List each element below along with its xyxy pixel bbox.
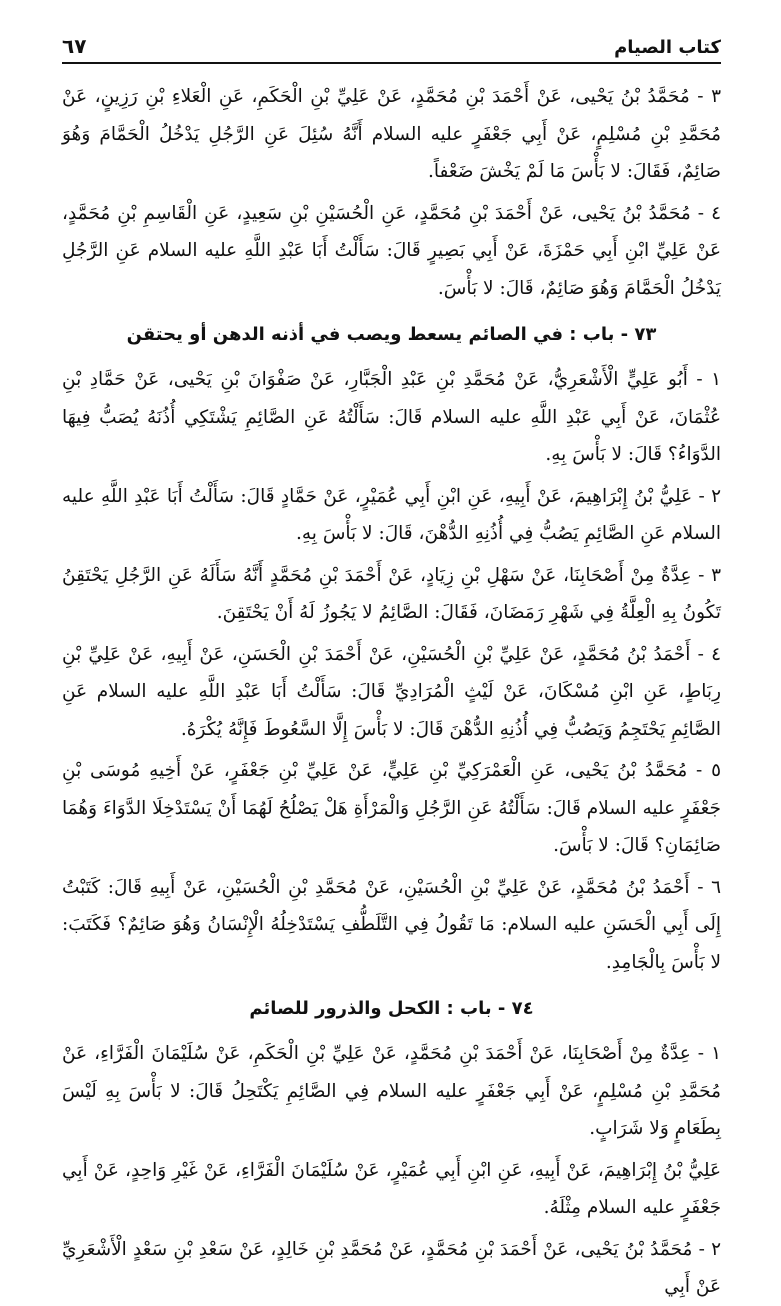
hadith-paragraph: ٤ - أَحْمَدُ بْنُ مُحَمَّدٍ، عَنْ عَلِيِّ بْنِ الْحُسَيْنِ، عَنْ أَحْمَدَ بْنِ الْحَسَنِ، عَنْ أَبِيهِ، عَنْ عَلِيِّ بْنِ رِبَاطٍ، عَنِ ابْنِ مُسْكَانَ، عَنْ لَيْثٍ الْمُرَادِيِّ قَالَ: سَأَلْتُ أَبَا عَبْدِ اللَّهِ عليه السلام عَنِ الصَّائِمِ يَحْتَجِمُ وَيَصُبُّ فِي أُذُنِهِ الدُّهْنَ قَالَ: لا بَأْسَ إِلَّا السَّعُوطَ فَإِنَّهُ يُكْرَهُ. xyxy=(62,643,721,740)
hadith-paragraph: ٥ - مُحَمَّدُ بْنُ يَحْيى، عَنِ الْعَمْرَكِيِّ بْنِ عَلِيٍّ، عَنْ عَلِيِّ بْنِ جَعْفَرٍ، عَنْ أَخِيهِ مُوسَى بْنِ جَعْفَرٍ عليه السلام قَالَ: سَأَلْتُهُ عَنِ الرَّجُلِ وَالْمَرْأَةِ هَلْ يَصْلُحُ لَهُمَا أَنْ يَسْتَدْخِلَا الدَّوَاءَ وَهُمَا صَائِمَانِ؟ قَالَ: لا بَأْسَ. xyxy=(62,760,721,856)
hadith-paragraph: ٦ - أَحْمَدُ بْنُ مُحَمَّدٍ، عَنْ عَلِيِّ بْنِ الْحُسَيْنِ، عَنْ مُحَمَّدِ بْنِ الْحُسَيْنِ، عَنْ أَبِيهِ قَالَ: كَتَبْتُ إِلَى أَبِي الْحَسَنِ عليه السلام: مَا تَقُولُ فِي التَّلَطُّفِ يَسْتَدْخِلُهُ الْإِنْسَانُ وَهُوَ صَائِمٌ؟ فَكَتَبَ: لا بَأْسَ بِالْجَامِدِ. xyxy=(62,876,721,973)
chapter-74 xyxy=(62,991,721,1306)
section-continued xyxy=(62,78,721,307)
chapter-73 xyxy=(62,317,721,981)
hadith-paragraph: ١ - أَبُو عَلِيٍّ الْأَشْعَرِيُّ، عَنْ مُحَمَّدِ بْنِ عَبْدِ الْجَبَّارِ، عَنْ صَفْوَانَ بْنِ يَحْيى، عَنْ حَمَّادِ بْنِ عُثْمَانَ، عَنْ أَبِي عَبْدِ اللَّهِ عليه السلام قَالَ: سَأَلْتُهُ عَنِ الصَّائِمِ يَشْتَكِي أُذُنَهُ يُصَبُّ فِيهَا الدَّوَاءُ؟ قَالَ: لا بَأْسَ بِهِ. xyxy=(62,369,721,465)
chapter-heading: ٧٣ - باب : في الصائم يسعط ويصب في أذنه الدهن أو يحتقن xyxy=(126,324,657,345)
hadith-paragraph: ١ - عِدَّةٌ مِنْ أَصْحَابِنَا، عَنْ أَحْمَدَ بْنِ مُحَمَّدٍ، عَنْ عَلِيِّ بْنِ الْحَكَمِ، عَنْ سُلَيْمَانَ الْفَرَّاءِ، عَنْ مُحَمَّدِ بْنِ مُسْلِمٍ، عَنْ أَبِي جَعْفَرٍ عليه السلام فِي الصَّائِمِ يَكْتَحِلُ قَالَ: لا بَأْسَ بِهِ لَيْسَ بِطَعَامٍ وَلا شَرَابٍ. xyxy=(62,1043,721,1139)
hadith-paragraph: ٢ - مُحَمَّدُ بْنُ يَحْيى، عَنْ أَحْمَدَ بْنِ مُحَمَّدٍ، عَنْ مُحَمَّدِ بْنِ خَالِدٍ، عَنْ سَعْدِ بْنِ سَعْدٍ الْأَشْعَرِيِّ عَنْ أَبِي xyxy=(62,1238,721,1297)
hadith-paragraph: عَلِيُّ بْنُ إِبْرَاهِيمَ، عَنْ أَبِيهِ، عَنِ ابْنِ أَبِي عُمَيْرٍ، عَنْ سُلَيْمَانَ الْفَرَّاءِ، عَنْ غَيْرِ وَاحِدٍ، عَنْ أَبِي جَعْفَرٍ عليه السلام مِثْلَهُ. xyxy=(62,1159,721,1218)
hadith-paragraph: ٤ - مُحَمَّدُ بْنُ يَحْيى، عَنْ أَحْمَدَ بْنِ مُحَمَّدٍ، عَنِ الْحُسَيْنِ بْنِ سَعِيدٍ، عَنِ الْقَاسِمِ بْنِ مُحَمَّدٍ، عَنْ عَلِيِّ ابْنِ أَبِي حَمْزَةَ، عَنْ أَبِي بَصِيرٍ قَالَ: سَأَلْتُ أَبَا عَبْدِ اللَّهِ عليه السلام عَنِ الرَّجُلِ يَدْخُلُ الْحَمَّامَ وَهُوَ صَائِمٌ، قَالَ: لا بَأْسَ. xyxy=(62,202,721,299)
chapter-heading: ٧٤ - باب : الكحل والذرور للصائم xyxy=(249,998,534,1019)
hadith-paragraph: ٢ - عَلِيُّ بْنُ إِبْرَاهِيمَ، عَنْ أَبِيهِ، عَنِ ابْنِ أَبِي عُمَيْرٍ، عَنْ حَمَّادٍ قَالَ: سَأَلْتُ أَبَا عَبْدِ اللَّهِ عليه السلام عَنِ الصَّائِمِ يَصُبُّ فِي أُذُنِهِ الدُّهْنَ، قَالَ: لا بَأْسَ بِهِ. xyxy=(62,485,721,544)
page-header xyxy=(62,22,721,58)
hadith-paragraph: ٣ - عِدَّةٌ مِنْ أَصْحَابِنَا، عَنْ سَهْلِ بْنِ زِيَادٍ، عَنْ أَحْمَدَ بْنِ مُحَمَّدٍ أَنَّهُ سَأَلَهُ عَنِ الرَّجُلِ يَحْتَقِنُ تَكُونُ بِهِ الْعِلَّةُ فِي شَهْرِ رَمَضَانَ، فَقَالَ: الصَّائِمُ لا يَجُوزُ لَهُ أَنْ يَحْتَقِنَ. xyxy=(62,564,721,623)
hadith-paragraph: ٣ - مُحَمَّدُ بْنُ يَحْيى، عَنْ أَحْمَدَ بْنِ مُحَمَّدٍ، عَنْ عَلِيِّ بْنِ الْحَكَمِ، عَنِ الْعَلاءِ بْنِ رَزِينٍ، عَنْ مُحَمَّدِ بْنِ مُسْلِمٍ، عَنْ أَبِي جَعْفَرٍ عليه السلام أَنَّهُ سُئِلَ عَنِ الرَّجُلِ يَدْخُلُ الْحَمَّامَ وَهُوَ صَائِمٌ، فَقَالَ: لا بَأْسَ مَا لَمْ يَخْشَ ضَعْفاً. xyxy=(62,86,721,182)
header-rule xyxy=(62,62,721,64)
page-number: ٦٧ xyxy=(62,34,87,58)
running-title: كتاب الصيام xyxy=(614,37,721,58)
